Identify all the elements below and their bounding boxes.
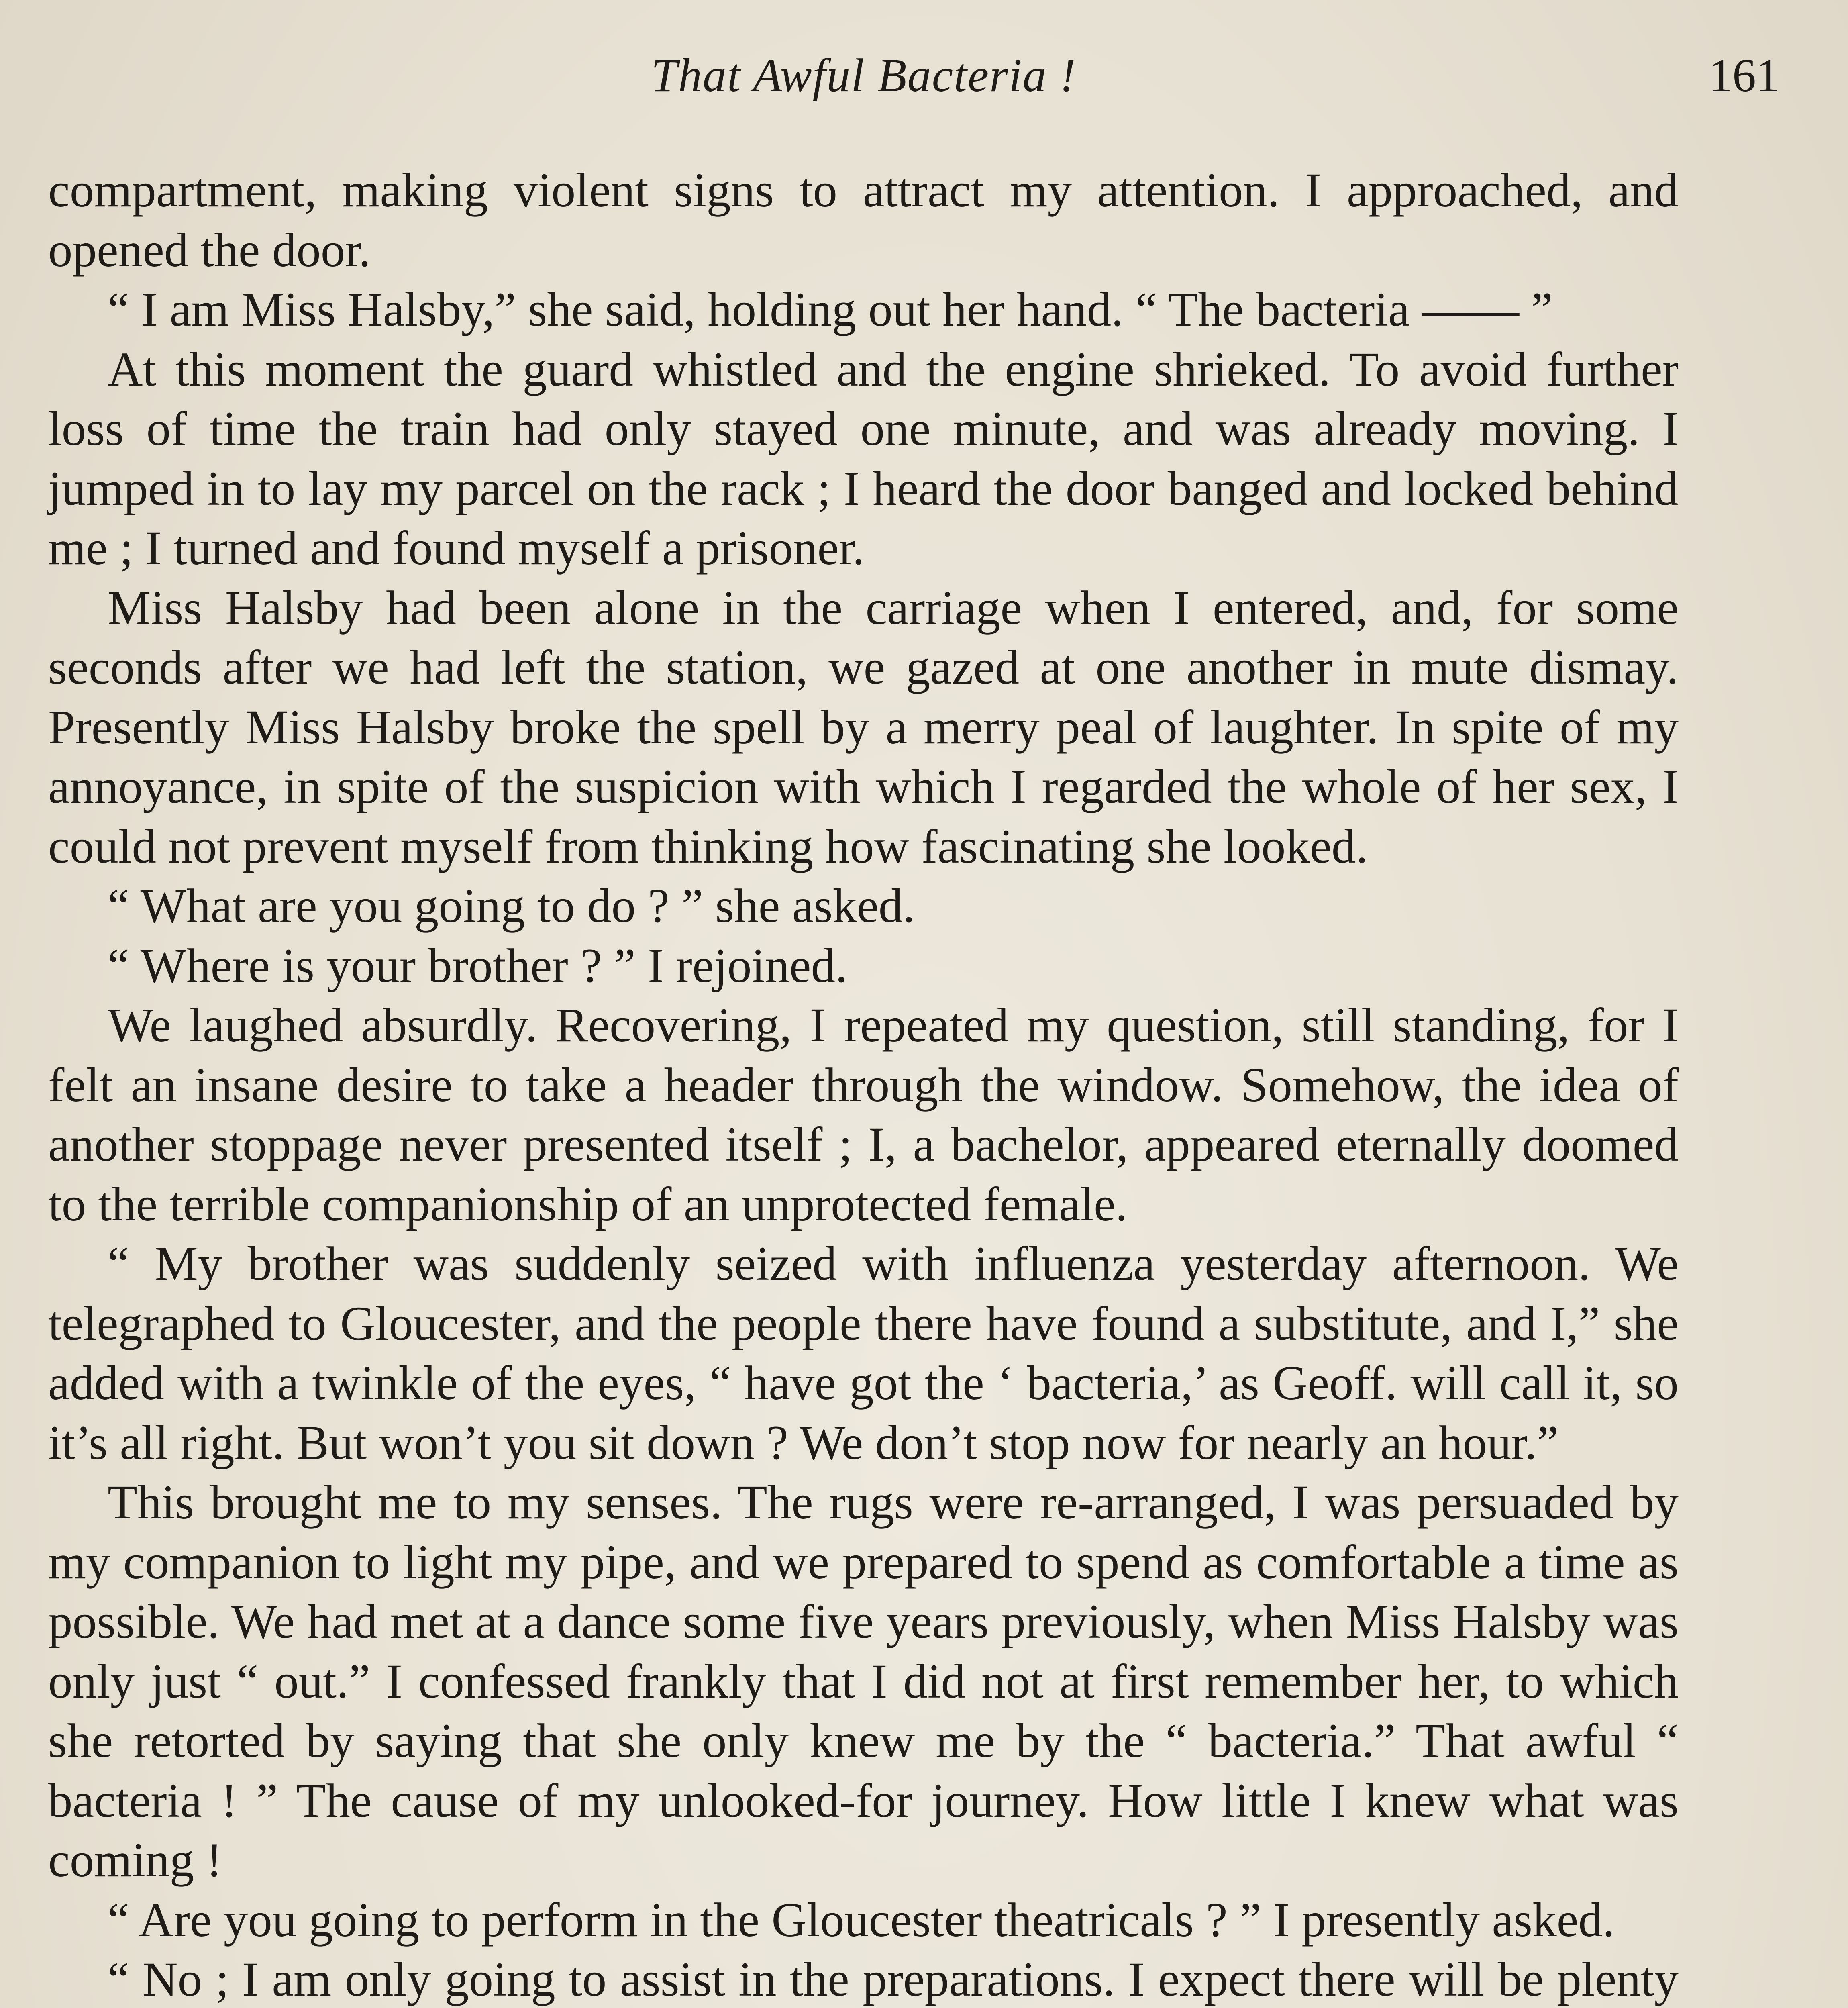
paragraph: This brought me to my senses. The rugs were re-arranged, I was persuaded by my companion to light my pipe, and we prepared to spend as comfortable a time as possible. We had met at a dance some five years previously, when Miss Halsby was only just “ out.” I confessed frankly that I did not at first remember her, to which she retorted by saying that she only knew me by the “ bacteria.” That awful “ bacteria ! ” The cause of my unlooked-for journey. How little I knew what was coming ! xyxy=(48,1475,1679,1887)
paragraph: “ What are you going to do ? ” she asked. xyxy=(108,879,915,933)
paragraph: Miss Halsby had been alone in the carriage when I entered, and, for some seconds after we had left the station, we gazed at one another in mute dismay. Presently Miss Halsby broke the spell by a merry peal of laughter. In spite of my annoyance, in spite of the suspicion with which I regarded the whole of her sex, I could not prevent myself from thinking how fascinating she looked. xyxy=(48,581,1679,873)
running-title: That Awful Bacteria ! xyxy=(651,49,1077,102)
page-number: 161 xyxy=(1709,49,1780,102)
paragraph: “ Where is your brother ? ” I rejoined. xyxy=(108,939,848,993)
paragraph: We laughed absurdly. Recovering, I repeated my question, still standing, for I felt an insane desire to take a header through the window. Somehow, the idea of another stoppage never presented itself ; I, a bachelor, appeared eternally doomed to the terrible companionship of an unprotected female. xyxy=(48,998,1679,1231)
paragraph: “ No ; I am only going to assist in the preparations. I expect there will be plenty xyxy=(108,1953,1679,2006)
paragraph: “ My brother was suddenly seized with influenza yesterday afternoon. We telegraphed to Gloucester, and the people there have found a substitute, and I,” she added with a twinkle of the eyes, “ have got the ‘ bacteria,’ as Geoff. will call it, so it’s all right. But won’t you sit down ? We don’t stop now for nearly an hour.” xyxy=(48,1237,1679,1470)
body-text xyxy=(48,161,1679,2008)
paragraph: At this moment the guard whistled and the engine shrieked. To avoid further loss of time the train had only stayed one minute, and was already moving. I jumped in to lay my parcel on the rack ; I heard the door banged and locked behind me ; I turned and found myself a prisoner. xyxy=(48,342,1679,575)
paragraph: compartment, making violent signs to attract my attention. I approached, and opened the door. xyxy=(48,163,1679,277)
paragraph: “ Are you going to perform in the Gloucester theatricals ? ” I presently asked. xyxy=(108,1893,1615,1947)
paragraph: “ I am Miss Halsby,” she said, holding out her hand. “ The bacteria —— ” xyxy=(108,283,1553,337)
page-header xyxy=(48,24,1780,104)
